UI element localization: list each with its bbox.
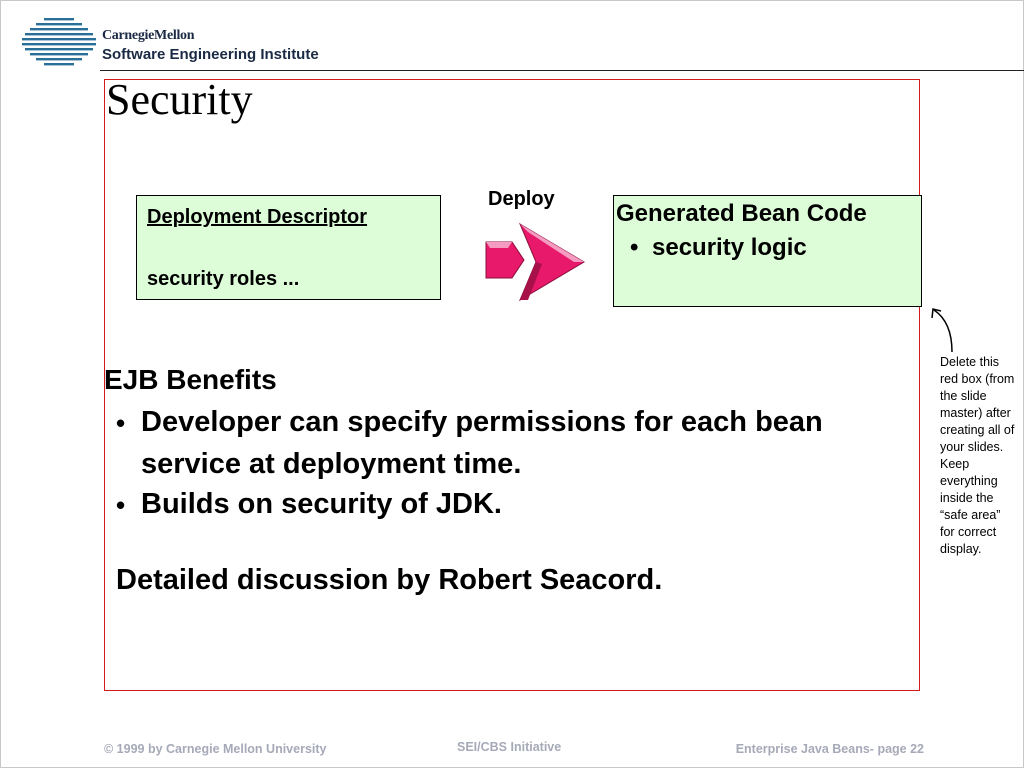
org-name-sei: Software Engineering Institute bbox=[102, 46, 319, 63]
detailed-discussion-text: Detailed discussion by Robert Seacord. bbox=[116, 564, 663, 596]
bullet-icon: • bbox=[116, 408, 126, 438]
generated-bean-code-title: Generated Bean Code bbox=[616, 200, 867, 227]
ejb-benefits-heading: EJB Benefits bbox=[104, 364, 277, 395]
deploy-label: Deploy bbox=[488, 188, 555, 210]
sei-striped-globe-icon bbox=[22, 16, 96, 66]
header-divider bbox=[100, 70, 1024, 71]
ejb-benefit-item: Developer can specify permissions for each bean service at deployment time. bbox=[141, 406, 823, 480]
footer-initiative: SEI/CBS Initiative bbox=[457, 740, 562, 754]
bullet-icon: • bbox=[116, 490, 126, 520]
deployment-descriptor-title: Deployment Descriptor bbox=[147, 206, 368, 228]
slide-title: Security bbox=[106, 75, 253, 124]
org-name-carnegie-mellon: CarnegieMellon bbox=[102, 28, 195, 43]
deploy-arrow-icon bbox=[484, 220, 588, 302]
side-note: Delete this red box (from the slide master) after creating all of your slides. Keep everything inside the “safe area” for correct display. bbox=[940, 355, 1015, 556]
footer-page-number: Enterprise Java Beans- page 22 bbox=[735, 742, 924, 756]
generated-bean-code-item: security logic bbox=[652, 234, 807, 261]
ejb-benefit-item: Builds on security of JDK. bbox=[141, 488, 502, 520]
deployment-descriptor-body: security roles ... bbox=[147, 268, 300, 290]
footer-copyright: © 1999 by Carnegie Mellon University bbox=[104, 742, 327, 756]
bullet-icon: • bbox=[630, 234, 639, 261]
curved-arrow-icon bbox=[928, 304, 960, 354]
